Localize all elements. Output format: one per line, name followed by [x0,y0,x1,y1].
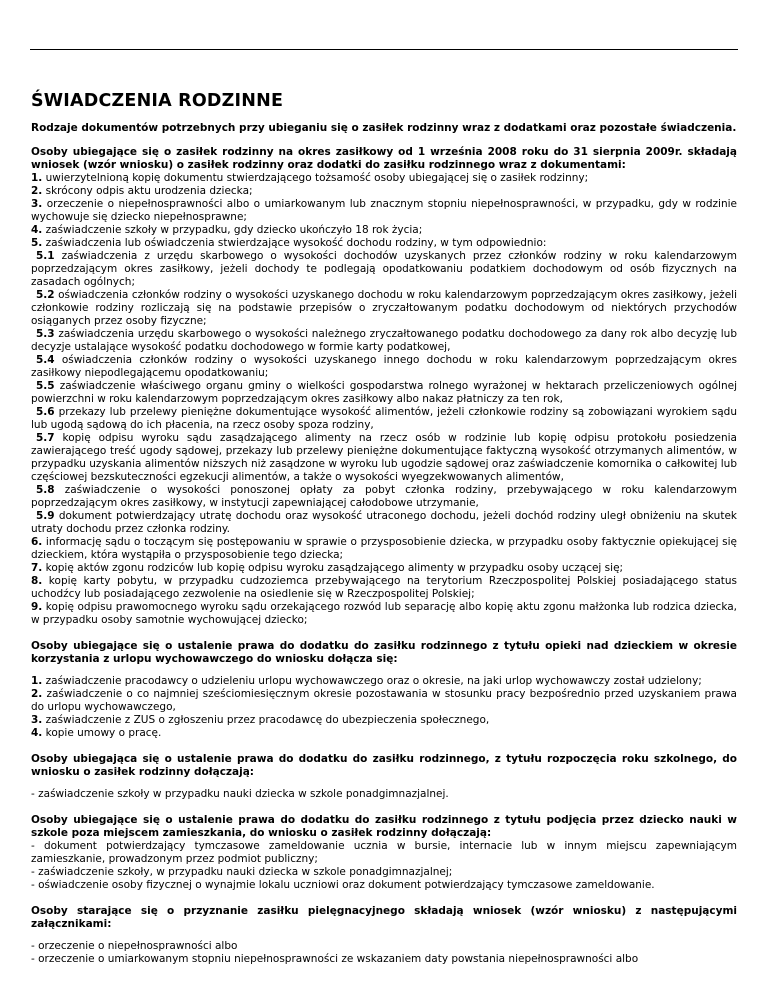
list-item-number: 5. [31,237,43,249]
list-item-number: 4. [31,727,43,739]
list-item [31,172,737,185]
list-item-number: 7. [31,562,43,574]
list-item-text: zaświadczenia urzędu skarbowego o wysokości należnego zryczałtowanego podatku dochodowego za dany rok albo decyzję lub decyzje ustalające wysokość podatku dochodowego w formie karty podatkowej, [31,328,737,353]
list-item-number: 9. [31,601,43,613]
section-3-heading: Osoby ubiegająca się o ustalenie prawa do dodatku do zasiłku rodzinnego, z tytułu rozpoczęcia roku szkolnego, do wniosku o zasiłek rodzinny dołączają: [31,753,737,778]
list-item-text: zaświadczenia lub oświadczenia stwierdzające wysokość dochodu rodziny, w tym odpowiednio: [42,237,547,249]
section-2-heading: Osoby ubiegające się o ustalenie prawa do dodatku do zasiłku rodzinnego z tytułu opieki nad dzieckiem w okresie korzystania z urlopu wychowawczego do wniosku dołącza się: [31,640,737,665]
list-item-number: 3. [31,714,43,726]
list-item-number: 5.7 [36,432,55,444]
list-item [31,675,737,688]
list-item [31,688,737,714]
list-item-text: kopię odpisu wyroku sądu zasądzającego alimenty na rzecz osób w rodzinie lub kopię odpisu protokołu posiedzenia zawierającego treść ugody sądowej, przekazy lub przelewy pieniężne dokumentujące faktyczną wysokość otrzymanych alimentów, w przypadku uzyskania alimentów niższych niż zasądzone w wyroku lub ugodzie sądowej oraz zaświadczenie komornika o całkowitej lub częściowej bezskuteczności egzekucji alimentów, a także o wysokości wyegzekwowanych alimentów, [31,432,737,483]
list-item [31,354,737,380]
list-item [31,237,737,250]
list-item [31,250,737,289]
list-item-text: zaświadczenie o wysokości ponoszonej opłaty za pobyt członka rodziny, przebywającego w roku kalendarzowym poprzedzającym okres zasiłkowy, w instytucji zapewniającej całodobowe utrzymanie, [31,484,737,509]
list-item [31,727,737,740]
list-item [31,536,737,562]
section-4-list [31,840,737,892]
list-item-number: 5.6 [36,406,55,418]
list-item [31,484,737,510]
list-item [31,406,737,432]
list-item [31,714,737,727]
section-5-heading: Osoby starające się o przyznanie zasiłku pielęgnacyjnego składają wniosek (wzór wniosku) z następującymi załącznikami: [31,905,737,930]
list-item [31,328,737,354]
list-item-number: 1. [31,675,43,687]
list-item-text: dokument potwierdzający utratę dochodu oraz wysokość utraconego dochodu, jeżeli dochód rodziny uległ obniżeniu na skutek utraty dochodu przez członka rodziny. [31,510,737,535]
list-item-text: informację sądu o toczącym się postępowaniu w sprawie o przysposobienie dziecka, w przypadku osoby faktycznie opiekującej się dzieckiem, która wystąpiła o przysposobienie tego dziecka; [31,536,737,561]
list-item-number: 5.9 [36,510,55,522]
list-item: - oświadczenie osoby fizycznej o wynajmie lokalu uczniowi oraz dokument potwierdzający tymczasowe zameldowanie. [31,879,655,891]
section-5-list [31,940,737,966]
list-item [31,289,737,328]
list-item [31,198,737,224]
list-item [31,380,737,406]
section-4-heading: Osoby ubiegające się o ustalenie prawa do dodatku do zasiłku rodzinnego z tytułu podjęcia przez dziecko nauki w szkole poza miejscem zamieszkania, do wniosku o zasiłek rodzinny dołączają: [31,814,737,839]
list-item [31,510,737,536]
list-item [31,185,737,198]
list-item-number: 2. [31,185,43,197]
list-item-number: 6. [31,536,43,548]
list-item: - dokument potwierdzający tymczasowe zameldowanie ucznia w bursie, internacie lub w innym miejscu zapewniającym zamieszkanie, prowadzonym przez podmiot publiczny; [31,840,737,865]
list-item-number: 4. [31,224,43,236]
list-item-number: 2. [31,688,43,700]
list-item-number: 5.2 [36,289,55,301]
list-item-text: oświadczenia członków rodziny o wysokości uzyskanego innego dochodu w roku kalendarzowym poprzedzającym okres zasiłkowy niepodlegającemu opodatkowaniu; [31,354,737,379]
list-item-number: 5.5 [36,380,55,392]
list-item-text: oświadczenia członków rodziny o wysokości uzyskanego dochodu w roku kalendarzowym poprzedzającym okres zasiłkowy, jeżeli członkowie rodziny rozliczają się na podstawie przepisów o zryczałtowanym podatku dochodowym od niektórych przychodów osiąganych przez osoby fizyczne; [31,289,737,327]
list-item-text: zaświadczenie o co najmniej sześciomiesięcznym okresie pozostawania w stosunku pracy bezpośrednio przed uzyskaniem prawa do urlopu wychowawczego, [31,688,737,713]
list-item [31,575,737,601]
list-item-text: orzeczenie o niepełnosprawności albo o umiarkowanym lub znacznym stopniu niepełnosprawności, w przypadku, gdy w rodzinie wychowuje się dziecko niepełnosprawne; [31,198,737,223]
list-item-number: 5.1 [36,250,55,262]
list-item-text: zaświadczenia z urzędu skarbowego o wysokości dochodów uzyskanych przez członków rodziny w roku kalendarzowym poprzedzającym okres zasiłkowy, jeżeli dochody te podlegają opodatkowaniu podatkiem dochodowym od osób fizycznych na zasadach ogólnych; [31,250,737,288]
list-item [31,224,737,237]
page-subtitle: Rodzaje dokumentów potrzebnych przy ubieganiu się o zasiłek rodzinny wraz z dodatkami oraz pozostałe świadczenia. [31,122,737,134]
list-item-number: 5.3 [36,328,55,340]
list-item-text: zaświadczenie pracodawcy o udzieleniu urlopu wychowawczego oraz o okresie, na jaki urlop wychowawczy został udzielony; [42,675,702,687]
list-item-text: skrócony odpis aktu urodzenia dziecka; [42,185,253,197]
list-item-text: przekazy lub przelewy pieniężne dokumentujące wysokość alimentów, jeżeli członkowie rodziny są zobowiązani wyrokiem sądu lub ugodą sądową do ich płacenia, na rzecz osoby spoza rodziny, [31,406,737,431]
list-item [31,601,737,627]
list-item: - orzeczenie o umiarkowanym stopniu niepełnosprawności ze wskazaniem daty powstania niepełnosprawności albo [31,953,639,965]
list-item-text: kopie umowy o pracę. [42,727,162,739]
section-3-list [31,788,737,801]
list-item: - orzeczenie o niepełnosprawności albo [31,940,238,952]
list-item-text: zaświadczenie z ZUS o zgłoszeniu przez pracodawcę do ubezpieczenia społecznego, [42,714,490,726]
list-item-text: zaświadczenie właściwego organu gminy o wielkości gospodarstwa rolnego wyrażonej w hektarach przeliczeniowych ogólnej powierzchni w roku kalendarzowym poprzedzającym okres zasiłkowy albo nakaz płatniczy za ten rok, [31,380,737,405]
list-item-number: 8. [31,575,43,587]
list-item-text: kopię aktów zgonu rodziców lub kopię odpisu wyroku zasądzającego alimenty w przypadku osoby uczącej się; [42,562,624,574]
list-item-number: 3. [31,198,43,210]
page-title: ŚWIADCZENIA RODZINNE [31,91,284,111]
section-2-list [31,675,737,740]
list-item: - zaświadczenie szkoły, w przypadku nauki dziecka w szkole ponadgimnazjalnej; [31,866,453,878]
list-item-number: 5.8 [36,484,55,496]
top-divider [30,49,738,50]
list-item-text: zaświadczenie szkoły w przypadku, gdy dziecko ukończyło 18 rok życia; [42,224,423,236]
section-1-heading: Osoby ubiegające się o zasiłek rodzinny na okres zasiłkowy od 1 września 2008 roku do 31 sierpnia 2009r. składają wniosek (wzór wniosku) o zasiłek rodzinny oraz dodatki do zasiłku rodzinnego wraz z dokumentami: [31,146,737,171]
list-item-number: 1. [31,172,43,184]
list-item [31,432,737,484]
document-body [31,90,737,966]
list-item: - zaświadczenie szkoły w przypadku nauki dziecka w szkole ponadgimnazjalnej. [31,788,449,800]
list-item [31,562,737,575]
list-item-number: 5.4 [36,354,55,366]
list-item-text: kopię karty pobytu, w przypadku cudzoziemca przebywającego na terytorium Rzeczpospolitej Polskiej posiadającego status uchodźcy lub posiadającego zezwolenie na osiedlenie się w Rzeczpospolitej Polskiej; [31,575,737,600]
list-item-text: uwierzytelnioną kopię dokumentu stwierdzającego tożsamość osoby ubiegającej się o zasiłek rodzinny; [42,172,589,184]
list-item-text: kopię odpisu prawomocnego wyroku sądu orzekającego rozwód lub separację albo kopię aktu zgonu małżonka lub rodzica dziecka, w przypadku osoby samotnie wychowującej dziecko; [31,601,737,626]
section-1-list [31,172,737,627]
